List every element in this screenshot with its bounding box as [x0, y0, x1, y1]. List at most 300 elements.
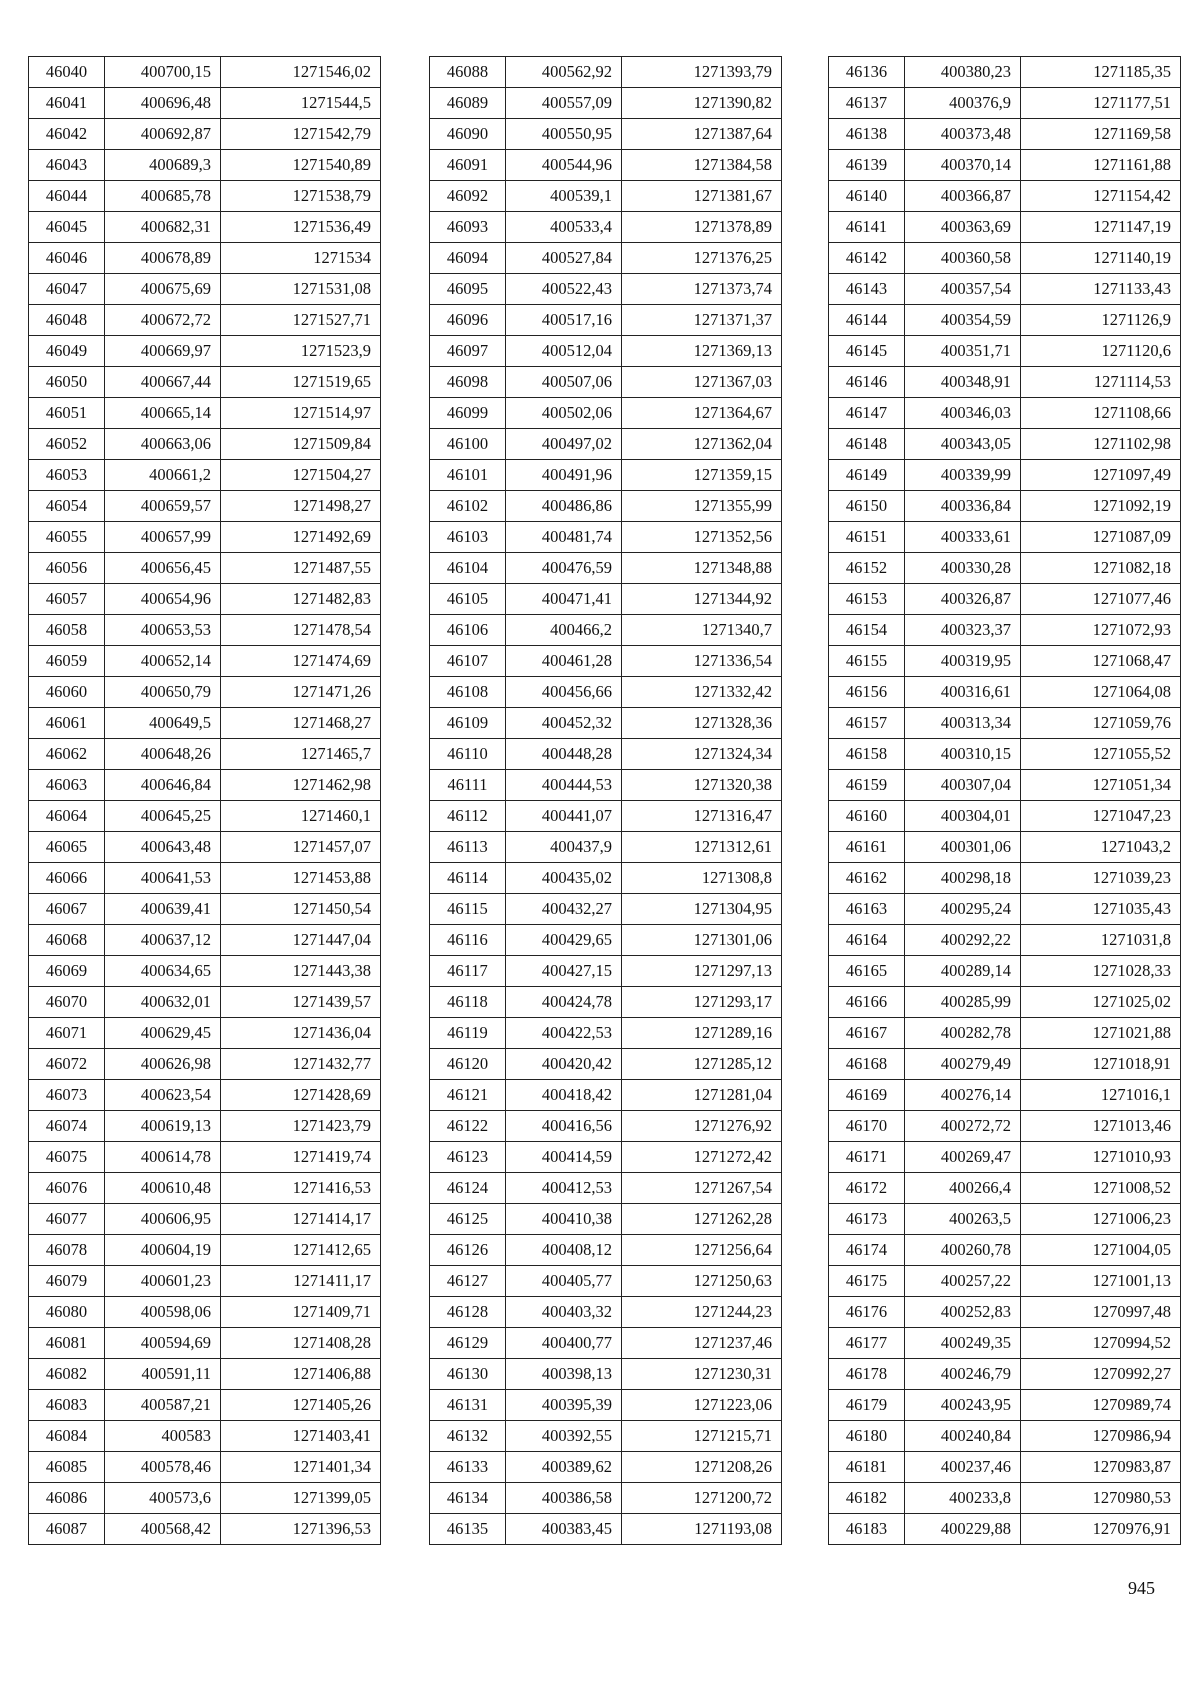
point-number-cell: 46101	[430, 460, 506, 491]
table-row	[29, 956, 381, 987]
point-number-cell: 46113	[430, 832, 506, 863]
y-coordinate-cell: 1271423,79	[221, 1111, 381, 1142]
point-number-cell: 46123	[430, 1142, 506, 1173]
x-coordinate-cell: 400675,69	[105, 274, 221, 305]
point-number-cell: 46080	[29, 1297, 105, 1328]
y-coordinate-cell: 1271373,74	[622, 274, 782, 305]
x-coordinate-cell: 400263,5	[905, 1204, 1021, 1235]
point-number-cell: 46176	[829, 1297, 905, 1328]
point-number-cell: 46163	[829, 894, 905, 925]
point-number-cell: 46066	[29, 863, 105, 894]
table-row	[430, 801, 782, 832]
y-coordinate-cell: 1271371,37	[622, 305, 782, 336]
table-row	[430, 491, 782, 522]
point-number-cell: 46054	[29, 491, 105, 522]
point-number-cell: 46130	[430, 1359, 506, 1390]
table-row	[29, 1297, 381, 1328]
table-row	[829, 367, 1181, 398]
x-coordinate-cell: 400610,48	[105, 1173, 221, 1204]
x-coordinate-cell: 400539,1	[506, 181, 622, 212]
point-number-cell: 46094	[430, 243, 506, 274]
x-coordinate-cell: 400481,74	[506, 522, 622, 553]
table-row	[430, 88, 782, 119]
x-coordinate-cell: 400665,14	[105, 398, 221, 429]
y-coordinate-cell: 1271039,23	[1021, 863, 1181, 894]
x-coordinate-cell: 400435,02	[506, 863, 622, 894]
table-row	[29, 1452, 381, 1483]
table-row	[29, 646, 381, 677]
x-coordinate-cell: 400689,3	[105, 150, 221, 181]
point-number-cell: 46067	[29, 894, 105, 925]
x-coordinate-cell: 400587,21	[105, 1390, 221, 1421]
y-coordinate-cell: 1271004,05	[1021, 1235, 1181, 1266]
table-row	[29, 553, 381, 584]
table-row	[430, 1049, 782, 1080]
point-number-cell: 46041	[29, 88, 105, 119]
y-coordinate-cell: 1271016,1	[1021, 1080, 1181, 1111]
point-number-cell: 46116	[430, 925, 506, 956]
coordinates-table-1	[28, 56, 381, 1545]
x-coordinate-cell: 400632,01	[105, 987, 221, 1018]
table-row	[430, 770, 782, 801]
table-row	[829, 894, 1181, 925]
y-coordinate-cell: 1271432,77	[221, 1049, 381, 1080]
table-row	[29, 801, 381, 832]
table-row	[29, 491, 381, 522]
table-row	[829, 212, 1181, 243]
x-coordinate-cell: 400351,71	[905, 336, 1021, 367]
x-coordinate-cell: 400389,62	[506, 1452, 622, 1483]
x-coordinate-cell: 400604,19	[105, 1235, 221, 1266]
table-row	[829, 1018, 1181, 1049]
x-coordinate-cell: 400491,96	[506, 460, 622, 491]
point-number-cell: 46096	[430, 305, 506, 336]
y-coordinate-cell: 1271320,38	[622, 770, 782, 801]
x-coordinate-cell: 400601,23	[105, 1266, 221, 1297]
x-coordinate-cell: 400392,55	[506, 1421, 622, 1452]
x-coordinate-cell: 400652,14	[105, 646, 221, 677]
x-coordinate-cell: 400522,43	[506, 274, 622, 305]
y-coordinate-cell: 1271465,7	[221, 739, 381, 770]
y-coordinate-cell: 1271161,88	[1021, 150, 1181, 181]
y-coordinate-cell: 1271324,34	[622, 739, 782, 770]
point-number-cell: 46138	[829, 119, 905, 150]
table-row	[29, 1390, 381, 1421]
y-coordinate-cell: 1271059,76	[1021, 708, 1181, 739]
y-coordinate-cell: 1271008,52	[1021, 1173, 1181, 1204]
table-row	[829, 1483, 1181, 1514]
x-coordinate-cell: 400692,87	[105, 119, 221, 150]
point-number-cell: 46061	[29, 708, 105, 739]
y-coordinate-cell: 1271013,46	[1021, 1111, 1181, 1142]
point-number-cell: 46059	[29, 646, 105, 677]
x-coordinate-cell: 400383,45	[506, 1514, 622, 1545]
x-coordinate-cell: 400266,4	[905, 1173, 1021, 1204]
y-coordinate-cell: 1271316,47	[622, 801, 782, 832]
table-row	[29, 88, 381, 119]
x-coordinate-cell: 400354,59	[905, 305, 1021, 336]
table-row	[829, 584, 1181, 615]
point-number-cell: 46147	[829, 398, 905, 429]
y-coordinate-cell: 1271384,58	[622, 150, 782, 181]
x-coordinate-cell: 400669,97	[105, 336, 221, 367]
table-row	[29, 1080, 381, 1111]
point-number-cell: 46160	[829, 801, 905, 832]
x-coordinate-cell: 400260,78	[905, 1235, 1021, 1266]
y-coordinate-cell: 1271408,28	[221, 1328, 381, 1359]
y-coordinate-cell: 1270992,27	[1021, 1359, 1181, 1390]
y-coordinate-cell: 1271453,88	[221, 863, 381, 894]
x-coordinate-cell: 400330,28	[905, 553, 1021, 584]
y-coordinate-cell: 1271147,19	[1021, 212, 1181, 243]
y-coordinate-cell: 1271450,54	[221, 894, 381, 925]
x-coordinate-cell: 400370,14	[905, 150, 1021, 181]
x-coordinate-cell: 400348,91	[905, 367, 1021, 398]
table-row	[29, 150, 381, 181]
x-coordinate-cell: 400398,13	[506, 1359, 622, 1390]
y-coordinate-cell: 1271336,54	[622, 646, 782, 677]
point-number-cell: 46098	[430, 367, 506, 398]
y-coordinate-cell: 1271126,9	[1021, 305, 1181, 336]
y-coordinate-cell: 1271025,02	[1021, 987, 1181, 1018]
y-coordinate-cell: 1271399,05	[221, 1483, 381, 1514]
point-number-cell: 46143	[829, 274, 905, 305]
y-coordinate-cell: 1271403,41	[221, 1421, 381, 1452]
point-number-cell: 46146	[829, 367, 905, 398]
table-row	[829, 1390, 1181, 1421]
x-coordinate-cell: 400667,44	[105, 367, 221, 398]
y-coordinate-cell: 1271536,49	[221, 212, 381, 243]
table-row	[829, 1204, 1181, 1235]
point-number-cell: 46108	[430, 677, 506, 708]
table-row	[430, 305, 782, 336]
point-number-cell: 46137	[829, 88, 905, 119]
x-coordinate-cell: 400649,5	[105, 708, 221, 739]
y-coordinate-cell: 1271462,98	[221, 770, 381, 801]
point-number-cell: 46086	[29, 1483, 105, 1514]
x-coordinate-cell: 400557,09	[506, 88, 622, 119]
table-row	[829, 801, 1181, 832]
table-row	[829, 770, 1181, 801]
table-row	[430, 1514, 782, 1545]
x-coordinate-cell: 400427,15	[506, 956, 622, 987]
x-coordinate-cell: 400598,06	[105, 1297, 221, 1328]
y-coordinate-cell: 1271498,27	[221, 491, 381, 522]
table-row	[29, 1173, 381, 1204]
point-number-cell: 46173	[829, 1204, 905, 1235]
y-coordinate-cell: 1271409,71	[221, 1297, 381, 1328]
y-coordinate-cell: 1271077,46	[1021, 584, 1181, 615]
y-coordinate-cell: 1271256,64	[622, 1235, 782, 1266]
point-number-cell: 46154	[829, 615, 905, 646]
table-row	[430, 1266, 782, 1297]
y-coordinate-cell: 1271328,36	[622, 708, 782, 739]
y-coordinate-cell: 1271544,5	[221, 88, 381, 119]
x-coordinate-cell: 400414,59	[506, 1142, 622, 1173]
table-row	[430, 646, 782, 677]
y-coordinate-cell: 1271215,71	[622, 1421, 782, 1452]
x-coordinate-cell: 400606,95	[105, 1204, 221, 1235]
table-row	[29, 1328, 381, 1359]
point-number-cell: 46148	[829, 429, 905, 460]
point-number-cell: 46119	[430, 1018, 506, 1049]
table-row	[29, 212, 381, 243]
x-coordinate-cell: 400619,13	[105, 1111, 221, 1142]
x-coordinate-cell: 400360,58	[905, 243, 1021, 274]
y-coordinate-cell: 1271276,92	[622, 1111, 782, 1142]
table-row	[430, 398, 782, 429]
table-row	[29, 522, 381, 553]
y-coordinate-cell: 1271244,23	[622, 1297, 782, 1328]
x-coordinate-cell: 400456,66	[506, 677, 622, 708]
point-number-cell: 46151	[829, 522, 905, 553]
point-number-cell: 46078	[29, 1235, 105, 1266]
x-coordinate-cell: 400641,53	[105, 863, 221, 894]
table-row	[430, 708, 782, 739]
x-coordinate-cell: 400432,27	[506, 894, 622, 925]
x-coordinate-cell: 400395,39	[506, 1390, 622, 1421]
y-coordinate-cell: 1271028,33	[1021, 956, 1181, 987]
x-coordinate-cell: 400512,04	[506, 336, 622, 367]
point-number-cell: 46140	[829, 181, 905, 212]
point-number-cell: 46152	[829, 553, 905, 584]
y-coordinate-cell: 1271031,8	[1021, 925, 1181, 956]
table-row	[829, 1080, 1181, 1111]
y-coordinate-cell: 1271133,43	[1021, 274, 1181, 305]
point-number-cell: 46106	[430, 615, 506, 646]
table-body	[829, 57, 1181, 1545]
table-row	[829, 274, 1181, 305]
x-coordinate-cell: 400257,22	[905, 1266, 1021, 1297]
y-coordinate-cell: 1271443,38	[221, 956, 381, 987]
point-number-cell: 46118	[430, 987, 506, 1018]
y-coordinate-cell: 1271018,91	[1021, 1049, 1181, 1080]
x-coordinate-cell: 400249,35	[905, 1328, 1021, 1359]
table-row	[829, 1111, 1181, 1142]
y-coordinate-cell: 1271348,88	[622, 553, 782, 584]
y-coordinate-cell: 1271514,97	[221, 398, 381, 429]
point-number-cell: 46162	[829, 863, 905, 894]
x-coordinate-cell: 400233,8	[905, 1483, 1021, 1514]
x-coordinate-cell: 400654,96	[105, 584, 221, 615]
point-number-cell: 46083	[29, 1390, 105, 1421]
point-number-cell: 46072	[29, 1049, 105, 1080]
y-coordinate-cell: 1271223,06	[622, 1390, 782, 1421]
table-row	[430, 429, 782, 460]
table-row	[29, 1359, 381, 1390]
y-coordinate-cell: 1271504,27	[221, 460, 381, 491]
table-row	[430, 894, 782, 925]
table-row	[29, 1514, 381, 1545]
table-row	[829, 429, 1181, 460]
table-row	[430, 1297, 782, 1328]
table-row	[430, 1173, 782, 1204]
table-row	[430, 1483, 782, 1514]
table-row	[829, 119, 1181, 150]
point-number-cell: 46075	[29, 1142, 105, 1173]
x-coordinate-cell: 400310,15	[905, 739, 1021, 770]
y-coordinate-cell: 1271312,61	[622, 832, 782, 863]
point-number-cell: 46050	[29, 367, 105, 398]
table-row	[829, 832, 1181, 863]
x-coordinate-cell: 400507,06	[506, 367, 622, 398]
point-number-cell: 46139	[829, 150, 905, 181]
x-coordinate-cell: 400298,18	[905, 863, 1021, 894]
point-number-cell: 46175	[829, 1266, 905, 1297]
y-coordinate-cell: 1271308,8	[622, 863, 782, 894]
y-coordinate-cell: 1271393,79	[622, 57, 782, 88]
point-number-cell: 46124	[430, 1173, 506, 1204]
point-number-cell: 46082	[29, 1359, 105, 1390]
x-coordinate-cell: 400366,87	[905, 181, 1021, 212]
point-number-cell: 46180	[829, 1421, 905, 1452]
x-coordinate-cell: 400646,84	[105, 770, 221, 801]
x-coordinate-cell: 400659,57	[105, 491, 221, 522]
x-coordinate-cell: 400678,89	[105, 243, 221, 274]
x-coordinate-cell: 400643,48	[105, 832, 221, 863]
x-coordinate-cell: 400376,9	[905, 88, 1021, 119]
y-coordinate-cell: 1271297,13	[622, 956, 782, 987]
table-row	[430, 57, 782, 88]
table-row	[430, 243, 782, 274]
table-row	[29, 57, 381, 88]
x-coordinate-cell: 400614,78	[105, 1142, 221, 1173]
x-coordinate-cell: 400578,46	[105, 1452, 221, 1483]
x-coordinate-cell: 400562,92	[506, 57, 622, 88]
x-coordinate-cell: 400307,04	[905, 770, 1021, 801]
point-number-cell: 46093	[430, 212, 506, 243]
table-row	[829, 1049, 1181, 1080]
table-row	[430, 460, 782, 491]
y-coordinate-cell: 1271378,89	[622, 212, 782, 243]
y-coordinate-cell: 1271538,79	[221, 181, 381, 212]
point-number-cell: 46044	[29, 181, 105, 212]
x-coordinate-cell: 400583	[105, 1421, 221, 1452]
point-number-cell: 46150	[829, 491, 905, 522]
table-row	[829, 1359, 1181, 1390]
x-coordinate-cell: 400412,53	[506, 1173, 622, 1204]
x-coordinate-cell: 400295,24	[905, 894, 1021, 925]
x-coordinate-cell: 400289,14	[905, 956, 1021, 987]
x-coordinate-cell: 400573,6	[105, 1483, 221, 1514]
y-coordinate-cell: 1271293,17	[622, 987, 782, 1018]
point-number-cell: 46068	[29, 925, 105, 956]
table-body	[430, 57, 782, 1545]
table-row	[829, 336, 1181, 367]
x-coordinate-cell: 400696,48	[105, 88, 221, 119]
point-number-cell: 46183	[829, 1514, 905, 1545]
x-coordinate-cell: 400416,56	[506, 1111, 622, 1142]
point-number-cell: 46114	[430, 863, 506, 894]
table-row	[829, 491, 1181, 522]
x-coordinate-cell: 400363,69	[905, 212, 1021, 243]
y-coordinate-cell: 1271436,04	[221, 1018, 381, 1049]
table-row	[29, 274, 381, 305]
y-coordinate-cell: 1271542,79	[221, 119, 381, 150]
table-row	[430, 863, 782, 894]
point-number-cell: 46057	[29, 584, 105, 615]
y-coordinate-cell: 1271340,7	[622, 615, 782, 646]
table-row	[29, 987, 381, 1018]
table-row	[829, 88, 1181, 119]
y-coordinate-cell: 1271419,74	[221, 1142, 381, 1173]
x-coordinate-cell: 400323,37	[905, 615, 1021, 646]
x-coordinate-cell: 400527,84	[506, 243, 622, 274]
x-coordinate-cell: 400403,32	[506, 1297, 622, 1328]
point-number-cell: 46064	[29, 801, 105, 832]
y-coordinate-cell: 1271460,1	[221, 801, 381, 832]
table-row	[430, 1080, 782, 1111]
x-coordinate-cell: 400357,54	[905, 274, 1021, 305]
point-number-cell: 46048	[29, 305, 105, 336]
x-coordinate-cell: 400626,98	[105, 1049, 221, 1080]
x-coordinate-cell: 400285,99	[905, 987, 1021, 1018]
table-row	[29, 1204, 381, 1235]
y-coordinate-cell: 1271527,71	[221, 305, 381, 336]
point-number-cell: 46133	[430, 1452, 506, 1483]
point-number-cell: 46170	[829, 1111, 905, 1142]
x-coordinate-cell: 400408,12	[506, 1235, 622, 1266]
point-number-cell: 46155	[829, 646, 905, 677]
y-coordinate-cell: 1271285,12	[622, 1049, 782, 1080]
table-row	[829, 398, 1181, 429]
x-coordinate-cell: 400418,42	[506, 1080, 622, 1111]
table-row	[430, 212, 782, 243]
y-coordinate-cell: 1271401,34	[221, 1452, 381, 1483]
table-row	[430, 150, 782, 181]
point-number-cell: 46177	[829, 1328, 905, 1359]
x-coordinate-cell: 400663,06	[105, 429, 221, 460]
table-row	[430, 1111, 782, 1142]
point-number-cell: 46071	[29, 1018, 105, 1049]
table-row	[829, 863, 1181, 894]
point-number-cell: 46156	[829, 677, 905, 708]
point-number-cell: 46135	[430, 1514, 506, 1545]
y-coordinate-cell: 1270980,53	[1021, 1483, 1181, 1514]
x-coordinate-cell: 400339,99	[905, 460, 1021, 491]
table-row	[430, 739, 782, 770]
x-coordinate-cell: 400246,79	[905, 1359, 1021, 1390]
point-number-cell: 46052	[29, 429, 105, 460]
y-coordinate-cell: 1271487,55	[221, 553, 381, 584]
point-number-cell: 46134	[430, 1483, 506, 1514]
y-coordinate-cell: 1271390,82	[622, 88, 782, 119]
table-body	[29, 57, 381, 1545]
y-coordinate-cell: 1271478,54	[221, 615, 381, 646]
point-number-cell: 46149	[829, 460, 905, 491]
table-row	[829, 460, 1181, 491]
point-number-cell: 46047	[29, 274, 105, 305]
x-coordinate-cell: 400623,54	[105, 1080, 221, 1111]
y-coordinate-cell: 1271381,67	[622, 181, 782, 212]
x-coordinate-cell: 400386,58	[506, 1483, 622, 1514]
x-coordinate-cell: 400517,16	[506, 305, 622, 336]
y-coordinate-cell: 1271414,17	[221, 1204, 381, 1235]
x-coordinate-cell: 400653,53	[105, 615, 221, 646]
y-coordinate-cell: 1271281,04	[622, 1080, 782, 1111]
y-coordinate-cell: 1271531,08	[221, 274, 381, 305]
point-number-cell: 46112	[430, 801, 506, 832]
point-number-cell: 46077	[29, 1204, 105, 1235]
table-row	[430, 181, 782, 212]
y-coordinate-cell: 1271534	[221, 243, 381, 274]
y-coordinate-cell: 1271540,89	[221, 150, 381, 181]
point-number-cell: 46105	[430, 584, 506, 615]
x-coordinate-cell: 400594,69	[105, 1328, 221, 1359]
x-coordinate-cell: 400648,26	[105, 739, 221, 770]
table-row	[829, 615, 1181, 646]
x-coordinate-cell: 400637,12	[105, 925, 221, 956]
